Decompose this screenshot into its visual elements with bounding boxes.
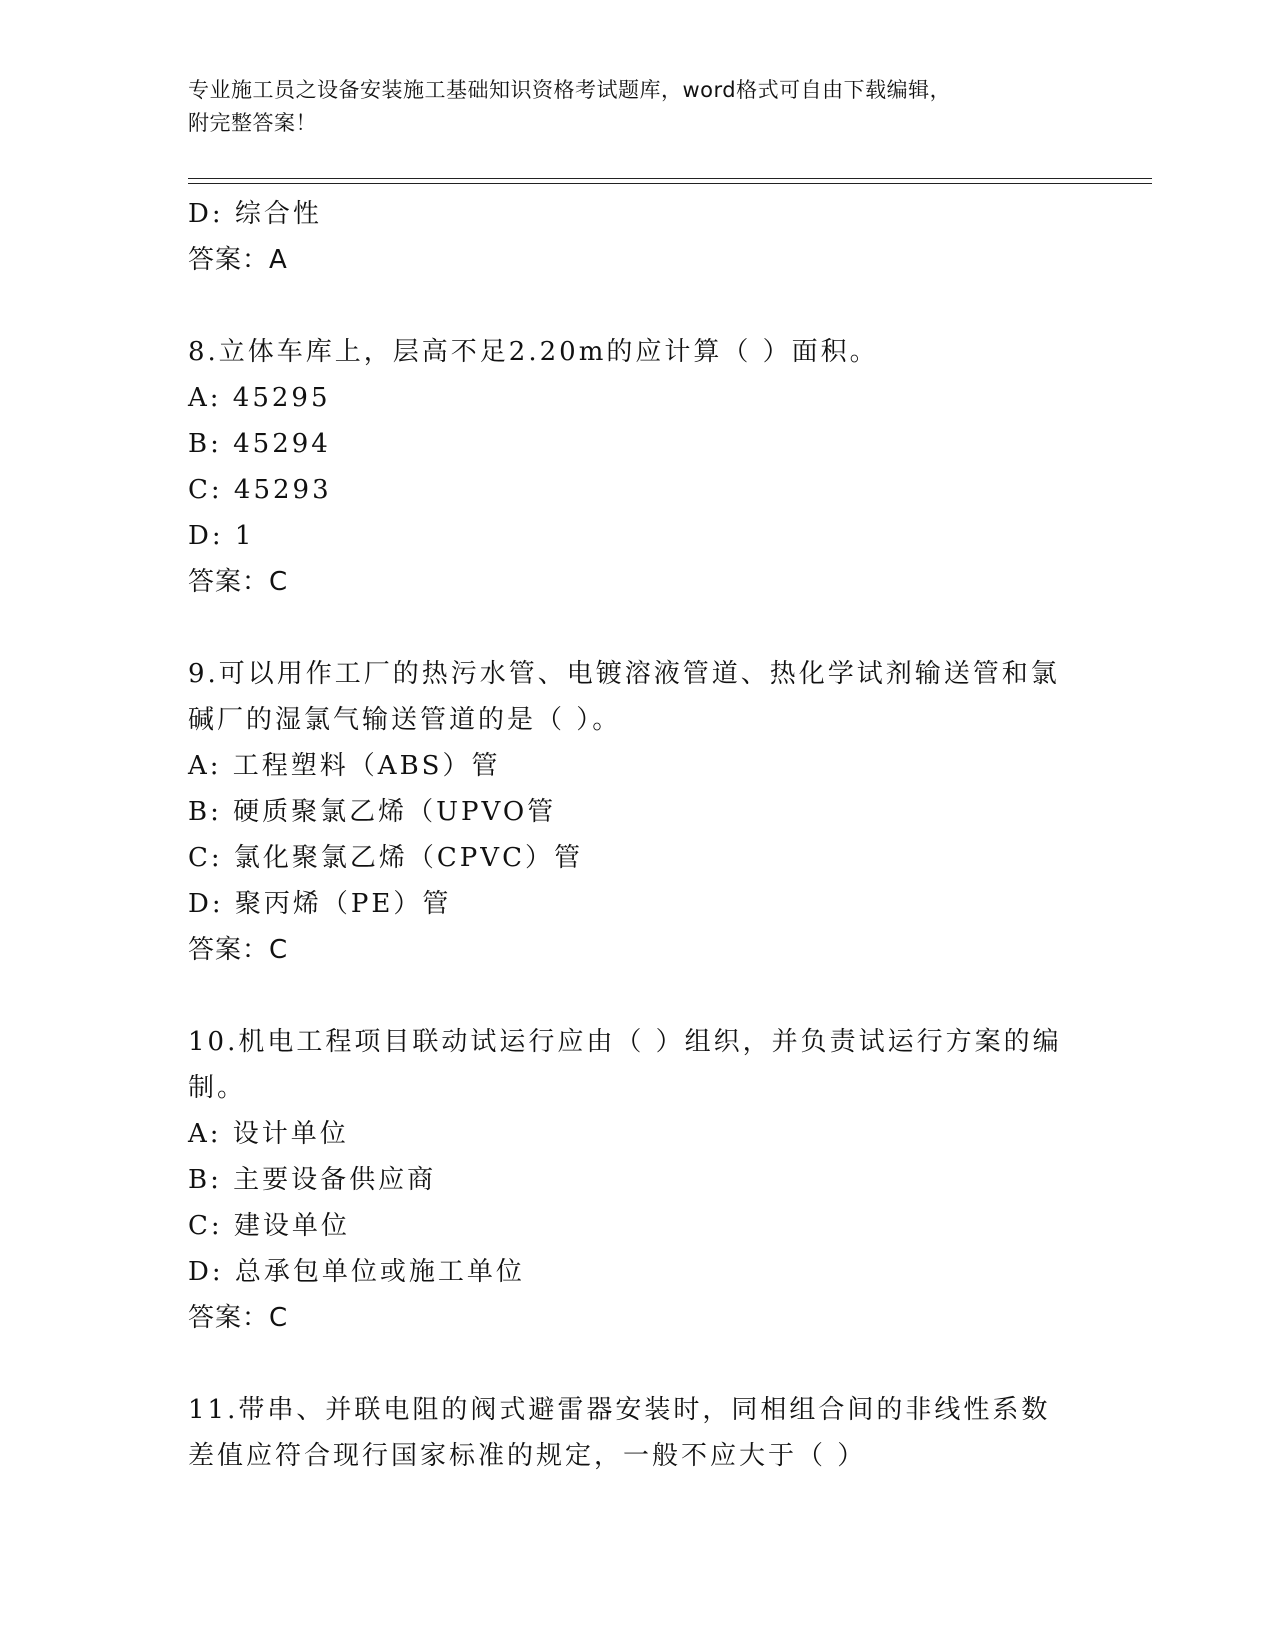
question-stem: 9.可以用作工厂的热污水管、电镀溶液管道、热化学试剂输送管和氯碱厂的湿氯气输送管道的是（ ）。 bbox=[188, 659, 1060, 735]
spacer bbox=[188, 283, 1088, 329]
spacer bbox=[188, 973, 1088, 1019]
option-d: D: 1 bbox=[188, 521, 255, 551]
option-d: D: 聚丙烯（PE）管 bbox=[188, 889, 452, 919]
question-8 bbox=[188, 329, 1088, 605]
question-list bbox=[188, 191, 1088, 1479]
option-c: C: 45293 bbox=[188, 475, 332, 505]
spacer bbox=[188, 1341, 1088, 1387]
option-c: C: 建设单位 bbox=[188, 1211, 350, 1241]
header-line-1: 专业施工员之设备安装施工基础知识资格考试题库，word格式可自由下载编辑， bbox=[188, 78, 952, 102]
answer: 答案：A bbox=[188, 245, 288, 275]
option-a: A: 45295 bbox=[188, 383, 331, 413]
option-a: A: 设计单位 bbox=[188, 1119, 349, 1149]
question-10 bbox=[188, 1019, 1088, 1341]
answer: 答案：C bbox=[188, 567, 289, 597]
option-b: B: 45294 bbox=[188, 429, 331, 459]
question-stem: 8.立体车库上，层高不足2.20m的应计算（ ）面积。 bbox=[188, 337, 879, 367]
header-line-2: 附完整答案！ bbox=[188, 111, 317, 135]
answer: 答案：C bbox=[188, 935, 289, 965]
document-header bbox=[188, 74, 1068, 140]
question-11 bbox=[188, 1387, 1088, 1479]
header-divider-bottom bbox=[188, 183, 1152, 184]
previous-question-tail bbox=[188, 191, 1088, 283]
spacer bbox=[188, 605, 1088, 651]
option-a: A: 工程塑料（ABS）管 bbox=[188, 751, 501, 781]
option-b: B: 硬质聚氯乙烯（UPVO管 bbox=[188, 797, 557, 827]
question-9 bbox=[188, 651, 1088, 973]
header-divider-top bbox=[188, 178, 1152, 179]
answer: 答案：C bbox=[188, 1303, 289, 1333]
question-stem: 10.机电工程项目联动试运行应由（ ）组织，并负责试运行方案的编制。 bbox=[188, 1027, 1062, 1103]
option-b: B: 主要设备供应商 bbox=[188, 1165, 437, 1195]
option-c: C: 氯化聚氯乙烯（CPVC）管 bbox=[188, 843, 583, 873]
option-d: D: 综合性 bbox=[188, 199, 322, 229]
option-d: D: 总承包单位或施工单位 bbox=[188, 1257, 525, 1287]
question-stem: 11.带串、并联电阻的阀式避雷器安装时，同相组合间的非线性系数差值应符合现行国家标准的规定，一般不应大于（ ） bbox=[188, 1395, 1051, 1471]
